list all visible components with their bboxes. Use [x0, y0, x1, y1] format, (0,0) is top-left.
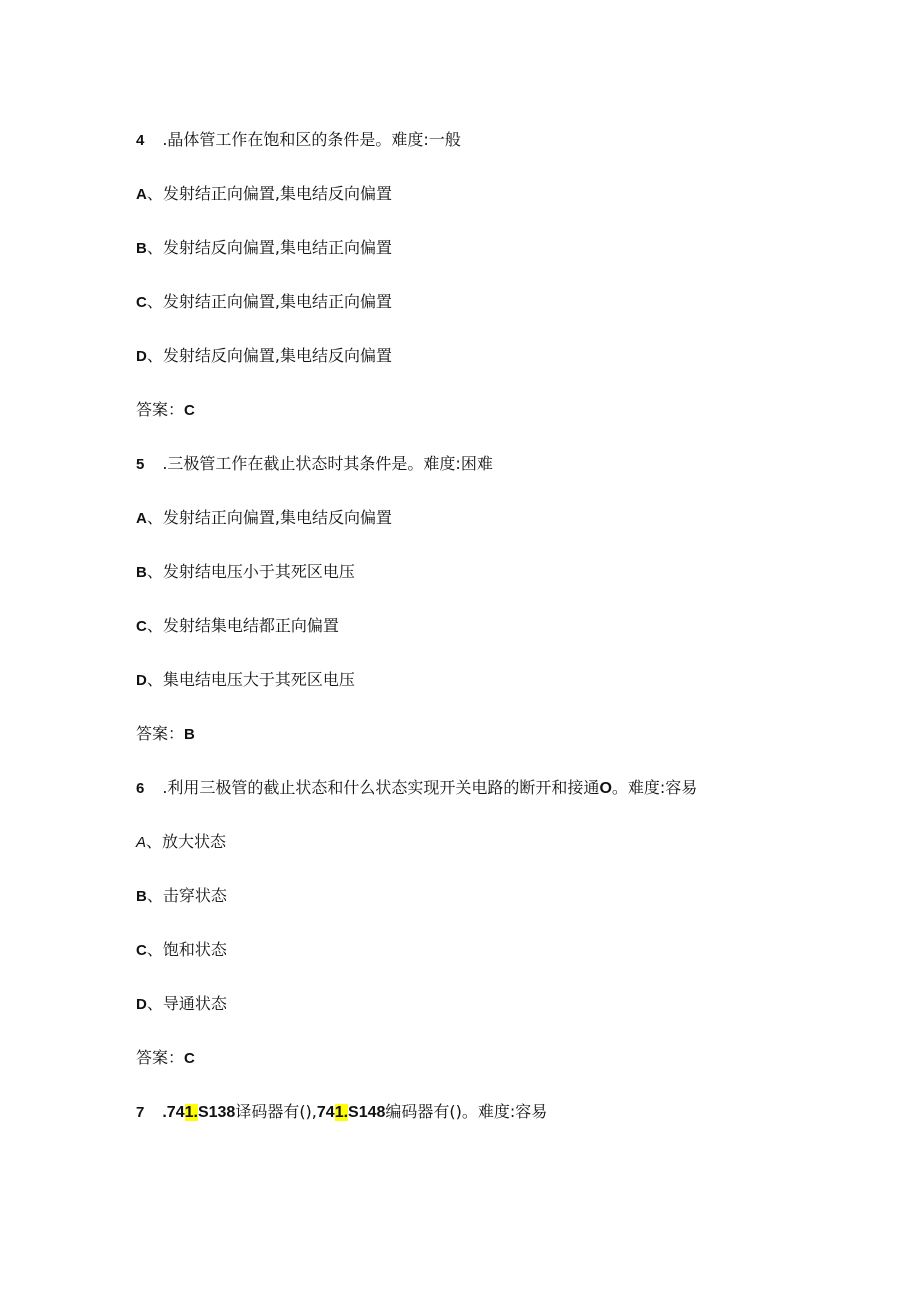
- option-label: D: [136, 348, 147, 365]
- option-label: C: [136, 294, 147, 311]
- option-separator: 、: [146, 670, 163, 689]
- option-label: A: [136, 510, 147, 527]
- answer-value: B: [184, 726, 195, 743]
- option-text: 发射结正向偏置,集电结正向偏置: [162, 292, 392, 311]
- question-number: 6: [136, 780, 145, 797]
- question-4-stem: [136, 129, 461, 152]
- part-number-suffix: S138: [197, 1104, 236, 1121]
- answer-value: C: [184, 402, 195, 419]
- question-text: .三极管工作在截止状态时其条件是。难度:困难: [162, 454, 493, 473]
- option-b: [136, 237, 392, 260]
- option-label: C: [136, 618, 147, 635]
- answer-line: [136, 723, 195, 746]
- option-separator: 、: [146, 562, 163, 581]
- option-separator: 、: [146, 238, 163, 257]
- option-text: 发射结正向偏置,集电结反向偏置: [162, 184, 392, 203]
- option-separator: 、: [146, 508, 163, 527]
- option-separator: 、: [146, 832, 163, 851]
- option-text: 发射结反向偏置,集电结正向偏置: [162, 238, 392, 257]
- option-a: [136, 507, 392, 530]
- answer-line: [136, 399, 195, 422]
- question-text: .利用三极管的截止状态和什么状态实现开关电路的断开和接通: [162, 778, 600, 797]
- option-text: 放大状态: [162, 832, 227, 851]
- option-text: 集电结电压大于其死区电压: [162, 670, 355, 689]
- question-text-tail: 。难度:容易: [611, 778, 698, 797]
- option-text: 击穿状态: [162, 886, 227, 905]
- option-text: 发射结电压小于其死区电压: [162, 562, 355, 581]
- question-text: .晶体管工作在饱和区的条件是。难度:一般: [162, 130, 461, 149]
- question-7-stem: [136, 1101, 547, 1124]
- option-separator: 、: [146, 994, 163, 1013]
- option-label: C: [136, 942, 147, 959]
- option-label: B: [136, 240, 147, 257]
- question-number: 5: [136, 456, 145, 473]
- option-b: [136, 561, 355, 584]
- highlighted-text: 1.: [184, 1104, 198, 1121]
- option-c: [136, 615, 339, 638]
- option-d: [136, 993, 227, 1016]
- option-label: A: [136, 186, 147, 203]
- question-text-bold: O: [599, 780, 612, 797]
- option-c: [136, 939, 227, 962]
- option-d: [136, 345, 392, 368]
- option-label: D: [136, 672, 147, 689]
- option-separator: 、: [146, 292, 163, 311]
- part-number-prefix: .74: [162, 1104, 185, 1121]
- answer-line: [136, 1047, 195, 1070]
- option-a: [136, 831, 226, 854]
- option-separator: 、: [146, 346, 163, 365]
- option-separator: 、: [146, 940, 163, 959]
- question-5-stem: [136, 453, 493, 476]
- option-text: 饱和状态: [162, 940, 227, 959]
- option-c: [136, 291, 392, 314]
- answer-label: 答案：: [136, 724, 185, 743]
- answer-value: C: [184, 1050, 195, 1067]
- option-label: B: [136, 564, 147, 581]
- option-separator: 、: [146, 184, 163, 203]
- highlighted-text: 1.: [334, 1104, 349, 1121]
- option-d: [136, 669, 355, 692]
- question-number: 4: [136, 132, 145, 149]
- question-6-stem: [136, 777, 697, 800]
- option-a: [136, 183, 392, 206]
- option-text: 发射结反向偏置,集电结反向偏置: [162, 346, 392, 365]
- answer-label: 答案：: [136, 400, 185, 419]
- option-text: 导通状态: [162, 994, 227, 1013]
- part-number-suffix: S148: [348, 1104, 386, 1121]
- question-text: 译码器有(),: [235, 1102, 317, 1121]
- option-separator: 、: [146, 886, 163, 905]
- option-label: B: [136, 888, 147, 905]
- option-label: A: [136, 834, 147, 851]
- question-number: 7: [136, 1104, 145, 1121]
- option-label: D: [136, 996, 147, 1013]
- question-text-tail: 编码器有()。难度:容易: [385, 1102, 548, 1121]
- part-number-prefix: 74: [316, 1104, 335, 1121]
- answer-label: 答案：: [136, 1048, 185, 1067]
- option-separator: 、: [146, 616, 163, 635]
- option-text: 发射结集电结都正向偏置: [162, 616, 339, 635]
- option-b: [136, 885, 227, 908]
- option-text: 发射结正向偏置,集电结反向偏置: [162, 508, 392, 527]
